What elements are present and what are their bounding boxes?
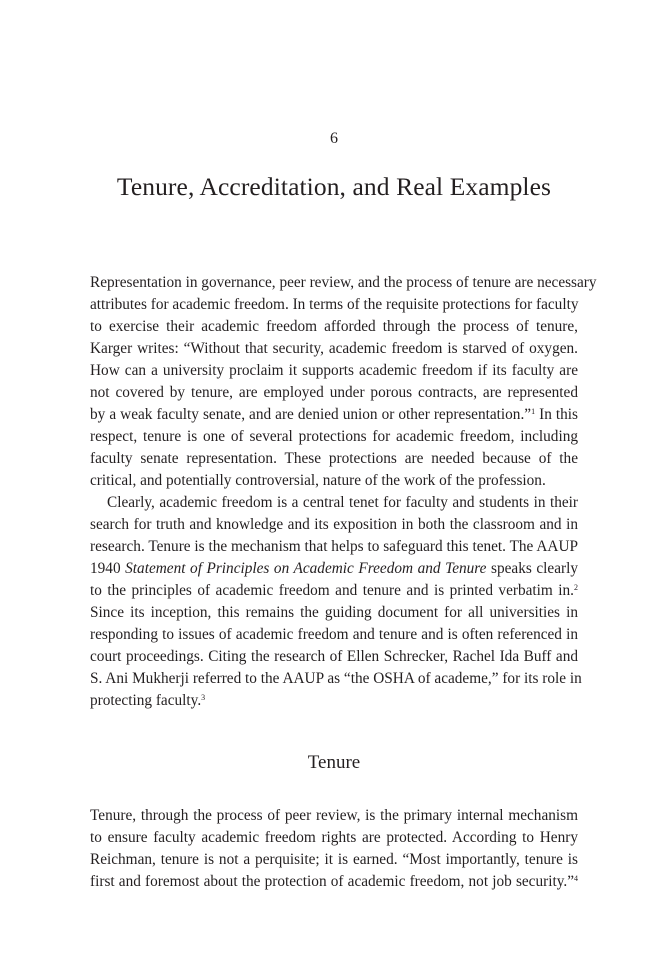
text-line xyxy=(90,871,578,893)
text-line: Since its inception, this remains the guiding document for all universities in xyxy=(90,604,578,621)
text-line xyxy=(90,558,578,580)
paragraph xyxy=(90,492,582,712)
text-segment: 1940 xyxy=(90,560,126,577)
footnote-marker: 3 xyxy=(201,693,206,702)
text-segment: speaks clearly xyxy=(486,560,579,577)
text-segment: protecting faculty. xyxy=(90,692,202,709)
paragraph xyxy=(90,805,578,893)
text-line: S. Ani Mukherji referred to the AAUP as “the OSHA of academe,” for its role in xyxy=(90,670,582,687)
text-line: not covered by tenure, are employed under porous contracts, are represented xyxy=(90,384,578,401)
document-title-italic: Statement of Principles on Academic Freedom and Tenure xyxy=(125,560,487,577)
text-line: attributes for academic freedom. In terms of the requisite protections for faculty xyxy=(90,296,579,313)
chapter-number: 6 xyxy=(330,130,338,147)
text-segment: In this xyxy=(535,406,578,423)
text-line: How can a university proclaim it supports academic freedom if its faculty are xyxy=(90,362,578,379)
text-line: search for truth and knowledge and its exposition in both the classroom and in xyxy=(90,516,578,533)
body-text-block xyxy=(90,272,597,712)
text-line: Reichman, tenure is not a perquisite; it is earned. “Most importantly, tenure is xyxy=(90,851,578,868)
text-line xyxy=(90,404,578,426)
text-segment: first and foremost about the protection of academic freedom, not job security.” xyxy=(90,873,574,890)
text-line: faculty senate representation. These protections are needed because of the xyxy=(90,450,578,467)
text-line: to exercise their academic freedom afforded through the process of tenure, xyxy=(90,318,578,335)
text-segment: by a weak faculty senate, and are denied union or other representation.” xyxy=(90,406,532,423)
text-line: court proceedings. Citing the research of Ellen Schrecker, Rachel Ida Buff and xyxy=(90,648,578,665)
text-line: Tenure, through the process of peer review, is the primary internal mechanism xyxy=(90,807,578,824)
text-segment: to the principles of academic freedom and tenure and is printed verbatim in. xyxy=(90,582,574,599)
text-line xyxy=(90,580,578,602)
footnote-marker: 4 xyxy=(574,874,578,883)
footnote-marker: 1 xyxy=(531,407,536,416)
chapter-title: Tenure, Accreditation, and Real Examples xyxy=(116,172,552,201)
text-line: Clearly, academic freedom is a central tenet for faculty and students in their xyxy=(107,494,578,511)
text-line: respect, tenure is one of several protections for academic freedom, including xyxy=(90,428,578,445)
text-line xyxy=(90,690,578,712)
section-heading: Tenure xyxy=(307,752,361,773)
text-line: responding to issues of academic freedom and tenure and is often referenced in xyxy=(90,626,578,643)
text-line: Karger writes: “Without that security, academic freedom is starved of oxygen. xyxy=(90,340,578,357)
text-line: critical, and potentially controversial, nature of the work of the profession. xyxy=(90,472,546,489)
text-line: Representation in governance, peer review, and the process of tenure are necessary xyxy=(90,274,597,291)
text-line: research. Tenure is the mechanism that helps to safeguard this tenet. The AAUP xyxy=(90,538,578,555)
paragraph xyxy=(90,272,597,492)
text-line: to ensure faculty academic freedom rights are protected. According to Henry xyxy=(90,829,578,846)
body-text-block xyxy=(90,805,578,893)
footnote-marker: 2 xyxy=(574,583,578,592)
